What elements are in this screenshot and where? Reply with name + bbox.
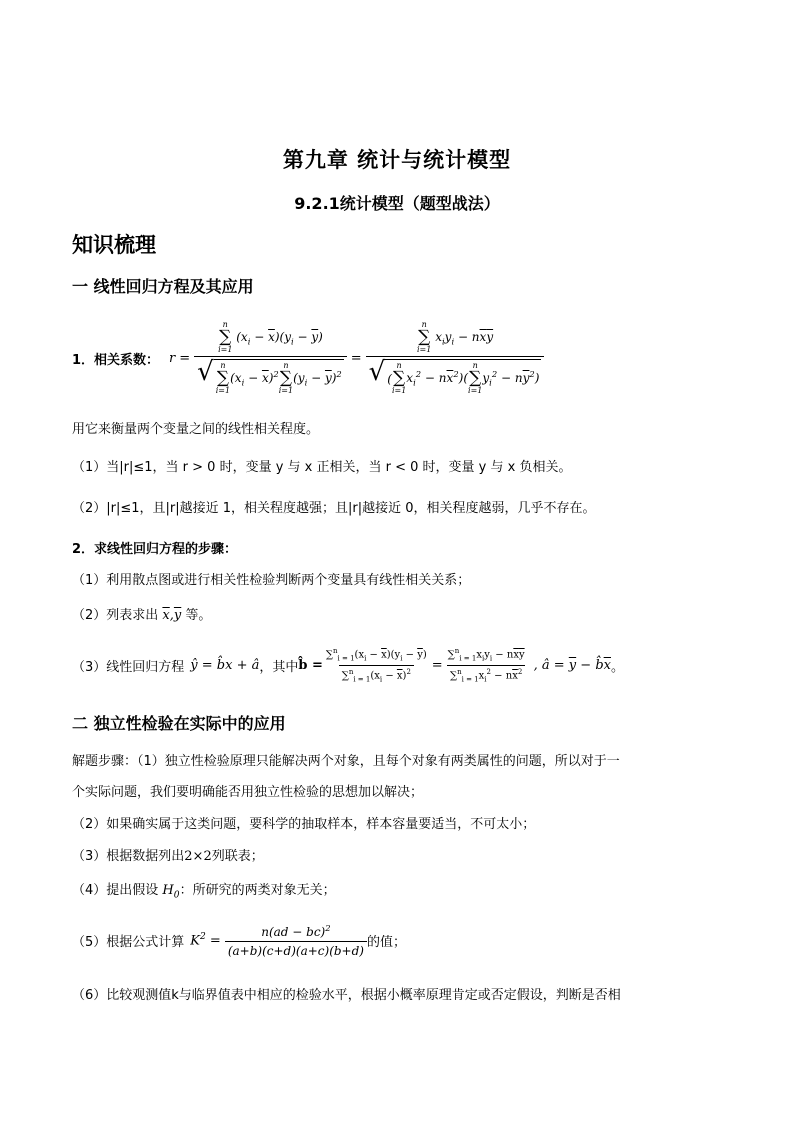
b-hat-fraction-2: $\frac{\sum^n_{i = 1}x_iy_i - n\overline{x}\overline{y}}{\sum^n_{i = 1}x_i^2 - n\overline{x}^2}$ bbox=[447, 647, 525, 683]
correlation-fraction-1 bbox=[194, 321, 347, 395]
step4-text-a: （4）提出假设 bbox=[72, 883, 159, 898]
step4-text-b: ：所研究的两类对象无关； bbox=[179, 883, 336, 898]
step2-text-b: 等。 bbox=[185, 608, 212, 623]
knowledge-heading: 知识梳理 bbox=[72, 233, 156, 257]
independence-step-2: （2）如果确实属于这类问题，要科学的抽取样本，样本容量要适当，不可太小； bbox=[72, 817, 536, 832]
independence-step-6: （6）比较观测值k与临界值表中相应的检验水平，根据小概率原理肯定或否定假设，判断是否相 bbox=[72, 988, 621, 1003]
regression-step-2 bbox=[72, 604, 211, 623]
regression-step-1: （1）利用散点图或进行相关性检验判断两个变量具有线性相关关系； bbox=[72, 573, 471, 588]
formula-r-symbol: r bbox=[169, 350, 176, 366]
correlation-point-2: （2）|r|≤1，且|r|越接近 1，相关程度越强；且|r|越接近 0，相关程度越弱，几乎不存在。 bbox=[72, 501, 596, 516]
correlation-description: 用它来衡量两个变量之间的线性相关程度。 bbox=[72, 422, 320, 437]
section2-heading: 二 独立性检验在实际中的应用 bbox=[72, 714, 286, 733]
chi-square-fraction: $\frac{n(ad - bc)^2}{(a+b)(c+d)(a+c)(b+d)}$ bbox=[225, 923, 367, 958]
section2-intro-line-2: 个实际问题，我们要明确能否用独立性检验的思想加以解决； bbox=[72, 785, 424, 800]
b-hat-fraction-1: $\frac{\sum^n_{i = 1}(x_i - \overline{x})(y_i - \overline{y})}{\sum^n_{i = 1}(x_i - \overline{x})^2}$ bbox=[325, 647, 427, 683]
equals-sign: = bbox=[179, 350, 191, 366]
fraction-1-numerator: n ∑ i=1 $(x_i - \overline{x})(y_i - \overline{y})$ bbox=[218, 320, 323, 354]
correlation-formula-line bbox=[72, 312, 544, 404]
mean-symbols: $\overline{x},\overline{y}$ bbox=[162, 608, 182, 623]
fraction-1-denominator: √ n ∑ i=1 $(x_i - \overline{x})^2$ n ∑ i=1 $(y_i - \overline{y})^2$ bbox=[194, 356, 347, 395]
independence-step-5 bbox=[72, 916, 406, 964]
chapter-title: 第九章 统计与统计模型 bbox=[282, 148, 512, 172]
hypothesis-symbol: $H_0$ bbox=[162, 883, 180, 901]
step3b-text-a: （3）根据数据列出 bbox=[72, 849, 185, 864]
regression-step-3 bbox=[72, 638, 624, 692]
step3-text-c: 。 bbox=[610, 659, 624, 675]
section2-intro-line-1: 解题步骤：（1）独立性检验原理只能解决两个对象，且每个对象有两类属性的问题，所以对于一 bbox=[72, 754, 620, 769]
k-squared-symbol: $K^2$ = bbox=[190, 931, 221, 949]
item2-label: 2．求线性回归方程的步骤： bbox=[72, 542, 238, 557]
step5-text-a: （5）根据公式计算 bbox=[72, 934, 185, 950]
independence-step-3 bbox=[72, 845, 264, 864]
correlation-point-1: （1）当|r|≤1，当 r > 0 时，变量 y 与 x 正相关，当 r < 0 时，变量 y 与 x 负相关。 bbox=[72, 460, 572, 475]
step5-text-b: 的值； bbox=[366, 934, 406, 950]
step3b-text-b: 列联表； bbox=[211, 849, 264, 864]
fraction-2-numerator: n ∑ i=1 $x_iy_i - n\overline{x}\overline{y}$ bbox=[417, 320, 494, 354]
fraction-2-denominator: √ ( n ∑ i=1 $x_i^2 - n\overline{x}^2$)( n ∑ i=1 $y_i^2 - n\overline{y}^2$) bbox=[366, 356, 545, 395]
item1-label: 1．相关系数： bbox=[72, 352, 160, 368]
independence-step-4 bbox=[72, 879, 336, 901]
equals-sign-2: = bbox=[350, 350, 362, 366]
step3-text-b: ，其中 bbox=[259, 659, 299, 675]
step2-text-a: （2）列表求出 bbox=[72, 608, 159, 623]
equals-sign-3: = bbox=[431, 657, 443, 673]
step3-text-a: （3）线性回归方程 bbox=[72, 659, 185, 675]
table-dimension: 2×2 bbox=[184, 849, 212, 864]
correlation-fraction-2 bbox=[366, 321, 545, 395]
section-subtitle: 9.2.1统计模型（题型战法） bbox=[294, 194, 500, 213]
regression-equation: ŷ = b̂x + â bbox=[190, 657, 260, 673]
a-hat-equation: , â = $\overline{y}$ − $b̂\overline{x}$ bbox=[533, 657, 611, 673]
b-hat-symbol: b̂ = bbox=[298, 657, 323, 673]
section1-heading: 一 线性回归方程及其应用 bbox=[72, 277, 254, 296]
